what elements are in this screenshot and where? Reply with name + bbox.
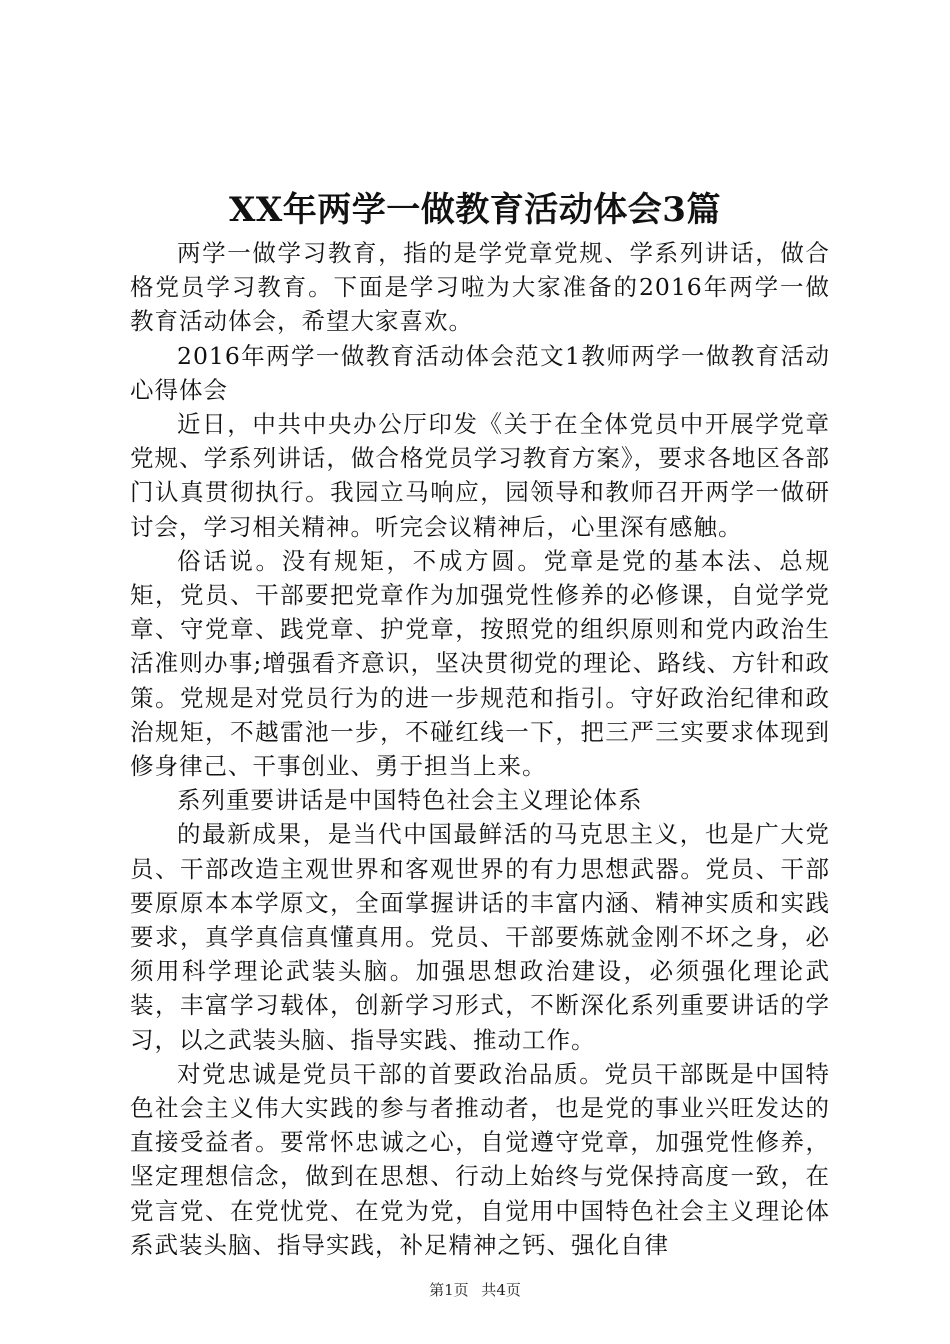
paragraph-rules: 俗话说。没有规矩，不成方圆。党章是党的基本法、总规矩，党员、干部要把党章作为加强党性修养的必修课，自觉学党章、守党章、践党章、护党章，按照党的组织原则和党内政治生活准则办事;增强看齐意识，坚决贯彻党的理论、路线、方针和政策。党规是对党员行为的进一步规范和指引。守好政治纪律和政治规矩，不越雷池一步，不碰红线一下，把三严三实要求体现到修身律己、干事创业、勇于担当上来。 <box>130 546 830 781</box>
document-title: XX年两学一做教育活动体会3篇 <box>229 190 721 230</box>
paragraph-heading-sample-1: 2016年两学一做教育活动体会范文1教师两学一做教育活动心得体会 <box>130 341 830 404</box>
page-number-current: 第1页 <box>429 1281 469 1299</box>
page-number-total: 共4页 <box>481 1281 521 1299</box>
paragraph-speeches-body: 的最新成果，是当代中国最鲜活的马克思主义，也是广大党员、干部改造主观世界和客观世界的有力思想武器。党员、干部要原原本本学原文，全面掌握讲话的丰富内涵、精神实质和实践要求，真学真信真懂真用。党员、干部要炼就金刚不坏之身，必须用科学理论武装头脑。加强思想政治建设，必须强化理论武装，丰富学习载体，创新学习形式，不断深化系列重要讲话的学习，以之武装头脑、指导实践、推动工作。 <box>130 820 830 1054</box>
paragraph-recent-news: 近日，中共中央办公厅印发《关于在全体党员中开展学党章党规、学系列讲话，做合格党员学习教育方案》，要求各地区各部门认真贯彻执行。我园立马响应，园领导和教师召开两学一做研讨会，学习相关精神。听完会议精神后，心里深有感触。 <box>130 410 830 541</box>
paragraph-loyalty: 对党忠诚是党员干部的首要政治品质。党员干部既是中国特色社会主义伟大实践的参与者推动者，也是党的事业兴旺发达的直接受益者。要常怀忠诚之心，自觉遵守党章，加强党性修养，坚定理想信念，做到在思想、行动上始终与党保持高度一致，在党言党、在党忧党、在党为党，自觉用中国特色社会主义理论体系武装头脑、指导实践，补足精神之钙、强化自律 <box>130 1059 830 1259</box>
page-footer <box>0 1280 950 1300</box>
paragraph-speeches-lead: 系列重要讲话是中国特色社会主义理论体系 <box>177 786 643 815</box>
paragraph-intro: 两学一做学习教育，指的是学党章党规、学系列讲话，做合格党员学习教育。下面是学习啦为大家准备的2016年两学一做教育活动体会，希望大家喜欢。 <box>130 239 830 336</box>
document-body <box>130 236 830 1262</box>
